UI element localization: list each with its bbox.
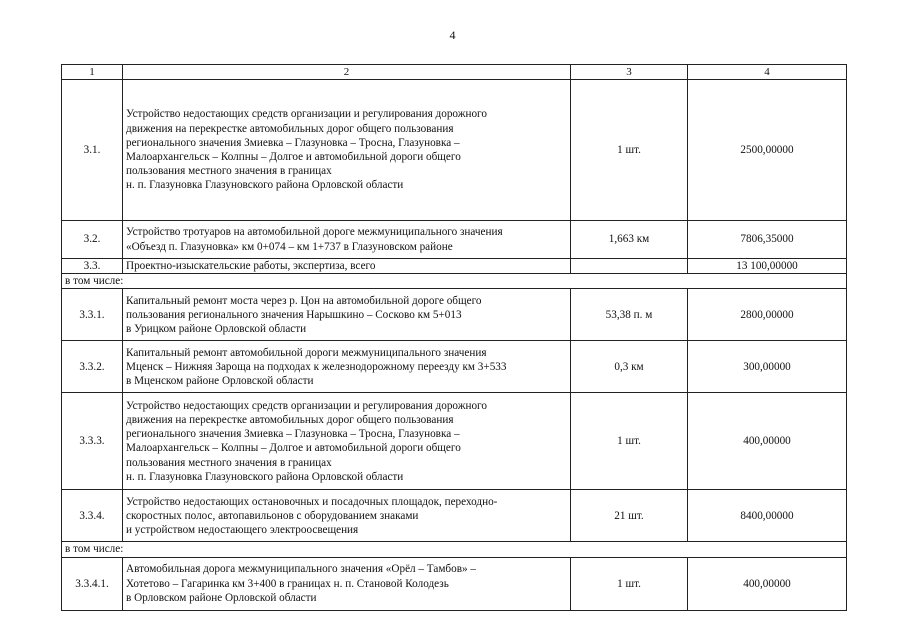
- description-line: Малоархангельск – Колпны – Долгое и автомобильной дороги общего: [126, 151, 461, 163]
- budget-table: [61, 64, 847, 611]
- row-number: 3.3.4.1.: [62, 557, 123, 610]
- row-number: 3.2.: [62, 221, 123, 259]
- description-line: в Мценском районе Орловской области: [126, 375, 314, 387]
- table-header-row: [62, 65, 847, 80]
- row-number: 3.3.4.: [62, 490, 123, 542]
- row-quantity: 53,38 п. м: [571, 289, 688, 341]
- description-line: в Урицком районе Орловской области: [126, 323, 307, 335]
- section-label: в том числе:: [62, 274, 847, 289]
- row-amount: 300,00000: [688, 341, 847, 393]
- description-line: регионального значения Змиевка – Глазуновка – Тросна, Глазуновка –: [126, 136, 460, 149]
- table-row: [62, 490, 847, 542]
- row-amount: 7806,35000: [688, 221, 847, 259]
- description-line: и устройством недостающего электроосвещения: [126, 524, 359, 536]
- row-number: 3.3.3.: [62, 393, 123, 490]
- table-row: [62, 289, 847, 341]
- row-amount: 400,00000: [688, 393, 847, 490]
- header-col-3: 3: [571, 65, 688, 80]
- table-row: [62, 341, 847, 393]
- description-line: н. п. Глазуновка Глазуновского района Орловской области: [126, 179, 404, 192]
- description-line: Устройство тротуаров на автомобильной дороге межмуниципального значения: [126, 226, 503, 239]
- row-description: [123, 393, 571, 490]
- table-row: [62, 393, 847, 490]
- row-quantity: 1 шт.: [571, 557, 688, 610]
- description-line: в Орловском районе Орловской области: [126, 591, 317, 604]
- description-line: н. п. Глазуновка Глазуновского района Орловской области: [126, 470, 404, 483]
- header-col-1: 1: [62, 65, 123, 80]
- description-line: Малоархангельск – Колпны – Долгое и автомобильной дороги общего: [126, 442, 461, 455]
- description-line: движения на перекрестке автомобильных дорог общего пользования: [126, 414, 454, 426]
- table-section-row: [62, 274, 847, 289]
- description-line: Хотетово – Гагаринка км 3+400 в границах н. п. Становой Колодезь: [126, 577, 449, 590]
- table-row: [62, 80, 847, 221]
- description-line: регионального значения Змиевка – Глазуновка – Тросна, Глазуновка –: [126, 428, 460, 441]
- row-quantity: 1 шт.: [571, 80, 688, 221]
- row-description: [123, 80, 571, 221]
- row-quantity: 1,663 км: [571, 221, 688, 259]
- description-line: «Объезд п. Глазуновка» км 0+074 – км 1+737 в Глазуновском районе: [126, 240, 453, 253]
- page-number: 4: [449, 28, 456, 42]
- row-description: [123, 557, 571, 610]
- row-description: [123, 289, 571, 341]
- description-line: пользования регионального значения Нарышкино – Сосково км 5+013: [126, 308, 462, 321]
- row-amount: 13 100,00000: [688, 259, 847, 274]
- row-amount: 2500,00000: [688, 80, 847, 221]
- row-quantity: 0,3 км: [571, 341, 688, 393]
- description-line: скоростных полос, автопавильонов с оборудованием знаками: [126, 509, 419, 522]
- description-line: Капитальный ремонт автомобильной дороги межмуниципального значения: [126, 346, 487, 359]
- description-line: Устройство недостающих средств организации и регулирования дорожного: [126, 399, 487, 412]
- description-line: Мценск – Нижняя Зароща на подходах к железнодорожному переезду км 3+533: [126, 360, 507, 373]
- description-line: движения на перекрестке автомобильных дорог общего пользования: [126, 122, 454, 135]
- table-row: [62, 557, 847, 610]
- description-line: Устройство недостающих остановочных и посадочных площадок, переходно-: [126, 495, 498, 508]
- row-number: 3.3.: [62, 259, 123, 274]
- row-number: 3.3.2.: [62, 341, 123, 393]
- table-section-row: [62, 542, 847, 557]
- header-col-2: 2: [123, 65, 571, 80]
- section-label: в том числе:: [62, 542, 847, 557]
- header-col-4: 4: [688, 65, 847, 80]
- description-line: пользования местного значения в границах: [126, 456, 332, 469]
- description-line: Устройство недостающих средств организации и регулирования дорожного: [126, 108, 487, 121]
- description-line: Автомобильная дорога межмуниципального значения «Орёл – Тамбов» –: [126, 563, 476, 576]
- row-amount: 400,00000: [688, 557, 847, 610]
- description-line: Проектно-изыскательские работы, экспертиза, всего: [126, 260, 376, 272]
- table-row: [62, 259, 847, 274]
- row-quantity: 21 шт.: [571, 490, 688, 542]
- row-description: [123, 221, 571, 259]
- row-quantity: 1 шт.: [571, 393, 688, 490]
- table-row: [62, 221, 847, 259]
- description-line: Капитальный ремонт моста через р. Цон на автомобильной дороге общего: [126, 294, 482, 307]
- row-number: 3.3.1.: [62, 289, 123, 341]
- row-amount: 8400,00000: [688, 490, 847, 542]
- row-number: 3.1.: [62, 80, 123, 221]
- description-line: пользования местного значения в границах: [126, 165, 332, 178]
- row-description: [123, 259, 571, 274]
- row-amount: 2800,00000: [688, 289, 847, 341]
- row-description: [123, 341, 571, 393]
- row-quantity: [571, 259, 688, 274]
- row-description: [123, 490, 571, 542]
